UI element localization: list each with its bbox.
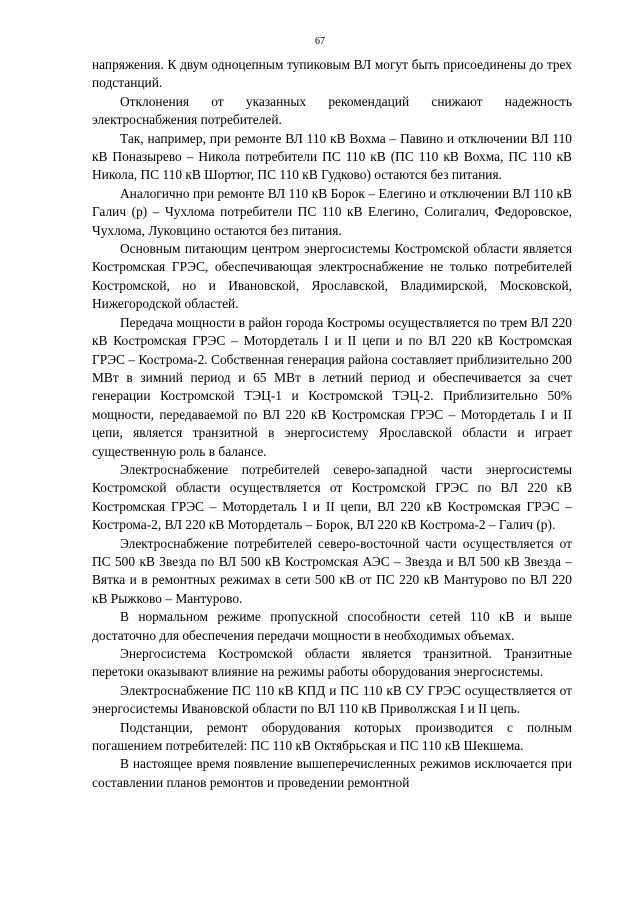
paragraph: Так, например, при ремонте ВЛ 110 кВ Вохма – Павино и отключении ВЛ 110 кВ Поназырево – Никола потребители ПС 110 кВ (ПС 110 кВ Вохма, ПС 110 кВ Никола, ПС 110 кВ Шортюг, ПС 110 кВ Гудково) остаются без питания. — [92, 130, 572, 183]
paragraph: Передача мощности в район города Костромы осуществляется по трем ВЛ 220 кВ Костромская ГРЭС – Мотордеталь I и II цепи и по ВЛ 220 кВ Костромская ГРЭС – Кострома-2. Собственная генерация района составляет приблизительно 200 МВт в зимний период и 65 МВт в летний период и обеспечивается за счет генерации Костромской ТЭЦ-1 и Костромской ТЭЦ-2. Приблизительно 50% мощности, передаваемой по ВЛ 220 кВ Костромская ГРЭС – Мотордеталь I и II цепи, является транзитной в энергосистему Ярославской области и играет существенную роль в балансе. — [92, 314, 572, 459]
paragraph: Электроснабжение потребителей северо-западной части энергосистемы Костромской области осуществляется от Костромской ГРЭС по ВЛ 220 кВ Костромская ГРЭС – Мотордеталь I и II цепи, ВЛ 220 кВ Костромская ГРЭС – Кострома-2, ВЛ 220 кВ Мотордеталь – Борок, ВЛ 220 кВ Кострома-2 – Галич (р). — [92, 461, 572, 533]
paragraph: Энергосистема Костромской области является транзитной. Транзитные перетоки оказывают влияние на режимы работы оборудования энергосистемы. — [92, 646, 572, 680]
paragraph: напряжения. К двум одноцепным тупиковым ВЛ могут быть присоединены до трех подстанций. — [92, 57, 572, 91]
paragraph: Основным питающим центром энергосистемы Костромской области является Костромская ГРЭС, обеспечивающая электроснабжение не только потребителей Костромской, но и Ивановской, Ярославской, Владимирской, Московской, Нижегородской областей. — [92, 241, 572, 312]
paragraph: Аналогично при ремонте ВЛ 110 кВ Борок – Елегино и отключении ВЛ 110 кВ Галич (р) – Чухлома потребители ПС 110 кВ Елегино, Солигалич, Федоровское, Чухлома, Луковцино остаются без питания. — [92, 185, 572, 238]
page-number: 67 — [315, 36, 325, 47]
paragraph: Подстанции, ремонт оборудования которых производится с полным погашением потребителей: ПС 110 кВ Октябрьская и ПС 110 кВ Шекшема. — [92, 719, 572, 754]
paragraph: В настоящее время появление вышеперечисленных режимов исключается при составлении планов ремонтов и проведении ремонтной — [92, 756, 572, 790]
paragraph: В нормальном режиме пропускной способности сетей 110 кВ и выше достаточно для обеспечения передачи мощности в необходимых объемах. — [92, 609, 572, 643]
paragraph: Отклонения от указанных рекомендаций снижают надежность электроснабжения потребителей. — [92, 93, 572, 128]
paragraph: Электроснабжение ПС 110 кВ КПД и ПС 110 кВ СУ ГРЭС осуществляется от энергосистемы Ивановской области по ВЛ 110 кВ Приволжская I и II цепь. — [92, 682, 572, 717]
document-body — [92, 56, 572, 792]
paragraph: Электроснабжение потребителей северо-восточной части осуществляется от ПС 500 кВ Звезда по ВЛ 500 кВ Костромская АЭС – Звезда и ВЛ 500 кВ Звезда – Вятка и в ремонтных режимах в сети 500 кВ от ПС 220 кВ Мантурово по ВЛ 220 кВ Рыжково – Мантурово. — [92, 535, 572, 606]
